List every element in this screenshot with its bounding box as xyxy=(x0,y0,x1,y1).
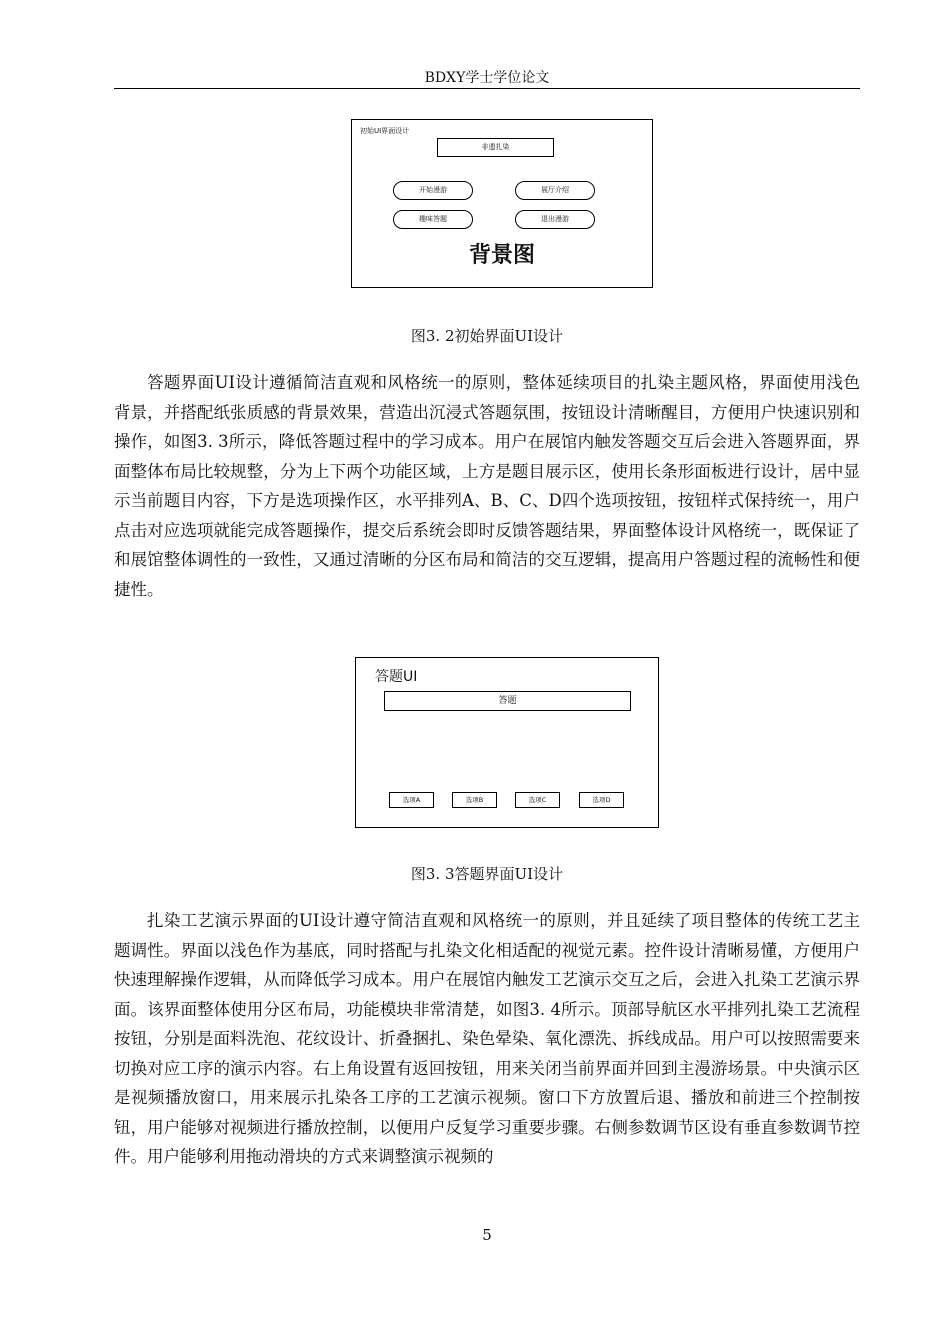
mockup-option-a: 选项A xyxy=(389,792,434,808)
mockup-question-box: 答题 xyxy=(384,691,631,711)
mockup-background-label: 背景图 xyxy=(468,243,535,268)
mockup-option-d: 选项D xyxy=(579,792,624,808)
figure1-caption: 图3. 2初始界面UI设计 xyxy=(410,327,564,345)
mockup-exit-tour-button: 退出漫游 xyxy=(515,210,595,229)
figure-initial-ui-title: 初始UI界面设计 xyxy=(360,127,410,135)
running-header: BDXY学士学位论文 xyxy=(424,70,550,86)
mockup-start-tour-button: 开始漫游 xyxy=(393,181,473,200)
mockup-quiz-button: 趣味答题 xyxy=(393,210,473,229)
mockup-option-c: 选项C xyxy=(515,792,560,808)
mockup-option-b: 选项B xyxy=(452,792,497,808)
header-rule xyxy=(114,88,860,89)
page-number: 5 xyxy=(482,1226,492,1244)
figure-quiz-ui-mockup xyxy=(355,657,659,828)
mockup-title-box: 非遗扎染 xyxy=(437,138,554,157)
figure-quiz-ui-title: 答题UI xyxy=(375,669,418,685)
body-paragraph-2: 扎染工艺演示界面的UI设计遵守简洁直观和风格统一的原则，并且延续了项目整体的传统工艺主题调性。界面以浅色作为基底，同时搭配与扎染文化相适配的视觉元素。控件设计清晰易懂，方便用户快速理解操作逻辑，从而降低学习成本。用户在展馆内触发工艺演示交互之后，会进入扎染工艺演示界面。该界面整体使用分区布局，功能模块非常清楚，如图3. 4所示。顶部导航区水平排列扎染工艺流程按钮，分别是面料洗泡、花纹设计、折叠捆扎、染色晕染、氧化漂洗、拆线成品。用户可以按照需要来切换对应工序的演示内容。右上角设置有返回按钮，用来关闭当前界面并回到主漫游场景。中央演示区是视频播放窗口，用来展示扎染各工序的工艺演示视频。窗口下方放置后退、播放和前进三个控制按钮，用户能够对视频进行播放控制，以便用户反复学习重要步骤。右侧参数调节区设有垂直参数调节控件。用户能够利用拖动滑块的方式来调整演示视频的 xyxy=(114,911,860,1166)
body-paragraph-1: 答题界面UI设计遵循简洁直观和风格统一的原则，整体延续项目的扎染主题风格，界面使用浅色背景，并搭配纸张质感的背景效果，营造出沉浸式答题氛围，按钮设计清晰醒目，方便用户快速识别和操作，如图3. 3所示，降低答题过程中的学习成本。用户在展馆内触发答题交互后会进入答题界面，界面整体布局比较规整，分为上下两个功能区域，上方是题目展示区，使用长条形面板进行设计，居中显示当前题目内容，下方是选项操作区，水平排列A、B、C、D四个选项按钮，按钮样式保持统一，用户点击对应选项就能完成答题操作，提交后系统会即时反馈答题结果，界面整体设计风格统一，既保证了和展馆整体调性的一致性，又通过清晰的分区布局和简洁的交互逻辑，提高用户答题过程的流畅性和便捷性。 xyxy=(114,373,860,599)
mockup-hall-intro-button: 展厅介绍 xyxy=(515,181,595,200)
figure2-caption: 图3. 3答题界面UI设计 xyxy=(410,865,564,883)
figure-initial-ui-mockup xyxy=(351,119,653,288)
